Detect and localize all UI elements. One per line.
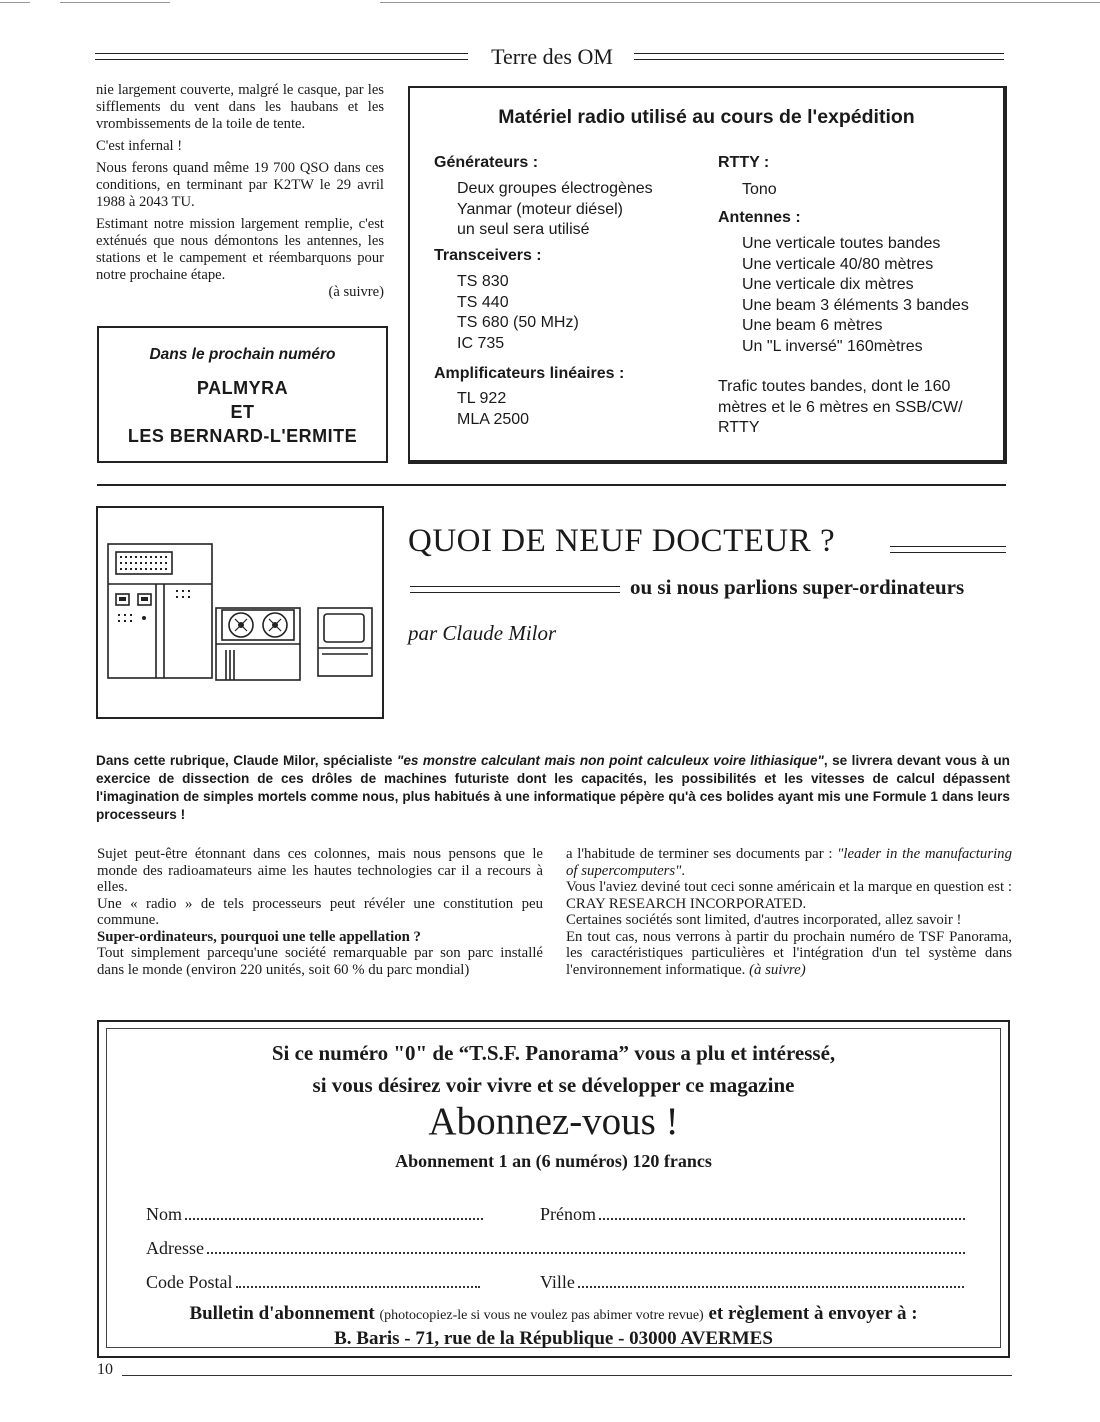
field-line	[599, 1218, 965, 1220]
rtty-heading: RTTY :	[718, 154, 770, 171]
subscription-line-1: Si ce numéro "0" de “T.S.F. Panorama” vous a plu et intéressé,	[271, 1041, 836, 1065]
article-subheadline: ou si nous parlions super-ordinateurs	[630, 575, 965, 599]
scan-mark	[0, 2, 30, 3]
paragraph	[566, 846, 1012, 879]
amplifiers-heading: Amplificateurs linéaires :	[434, 365, 625, 382]
traffic-line: mètres et le 6 mètres en SSB/CW/	[718, 398, 963, 416]
body-column-left	[97, 846, 543, 978]
computer-drawing	[98, 508, 382, 717]
list-item: TS 680 (50 MHz)	[457, 314, 579, 331]
bulletin-label: Bulletin d'abonnement	[189, 1303, 375, 1324]
next-issue-line: ET	[230, 402, 255, 422]
subhead-rule	[410, 586, 620, 593]
list-item: Yanmar (moteur diésel)	[457, 200, 623, 218]
left-column-text	[96, 82, 384, 306]
headline-rule	[890, 546, 1006, 553]
list-item: Deux groupes électrogènes	[457, 180, 653, 197]
paragraph: Certaines sociétés sont limited, d'autres incorporated, allez savoir !	[566, 912, 962, 928]
list-item: MLA 2500	[457, 410, 530, 428]
list-item: Une verticale 40/80 mètres	[742, 255, 934, 273]
scan-mark	[380, 2, 1100, 3]
subscription-price: Abonnement 1 an (6 numéros) 120 francs	[395, 1151, 712, 1171]
nom-field[interactable]	[146, 1204, 496, 1225]
article-byline: par Claude Milor	[408, 621, 557, 645]
antennas-heading: Antennes :	[718, 209, 801, 226]
rtty-list	[742, 180, 777, 201]
headline-text: QUOI DE NEUF DOCTEUR ?	[408, 523, 836, 559]
field-line	[185, 1218, 483, 1220]
article-headline	[408, 523, 835, 560]
subscription-box	[97, 1020, 1010, 1358]
text: En tout cas, nous verrons à partir du prochain numéro de TSF Panorama, les caractéristiques particulières et l'intégration d'un tel système dans l'environnement informatique.	[566, 928, 1012, 978]
header-rule-right	[634, 53, 1004, 60]
section-title: Terre des OM	[491, 44, 613, 69]
footer-rule	[122, 1375, 1012, 1376]
page-number: 10	[97, 1361, 113, 1378]
section-subheading: Super-ordinateurs, pourquoi une telle appellation ?	[97, 928, 421, 945]
generators-heading: Générateurs :	[434, 154, 539, 171]
field-line	[207, 1252, 965, 1254]
subscription-inner-frame	[106, 1028, 1001, 1348]
text: a l'habitude de terminer ses documents par :	[566, 846, 838, 862]
paragraph: Une « radio » de tels processeurs peut révéler une constitution peu commune.	[97, 895, 543, 928]
field-line	[236, 1286, 480, 1288]
bulletin-note: (photocopiez-le si vous ne voulez pas abimer votre revue)	[379, 1308, 704, 1323]
list-item: Un "L inversé" 160mètres	[742, 337, 923, 355]
continued-note: (à suivre)	[749, 961, 806, 978]
equipment-title: Matériel radio utilisé au cours de l'expédition	[498, 106, 915, 128]
list-item: Une beam 6 mètres	[742, 317, 883, 334]
mailing-address: B. Baris - 71, rue de la République - 03000 AVERMES	[334, 1328, 773, 1349]
antennas-list	[742, 234, 969, 357]
field-label: Adresse	[146, 1238, 204, 1258]
paragraph: Estimant notre mission largement remplie, c'est exténués que nous démontons les antennes, les stations et le campement et réembarquons pour notre prochaine étape.	[96, 216, 384, 283]
transceivers-heading: Transceivers :	[434, 247, 542, 264]
paragraph: nie largement couverte, malgré le casque, par les sifflements du vent dans les haubans et les vrombissements de la toile de tente.	[96, 82, 384, 132]
traffic-note	[718, 377, 993, 439]
field-line	[578, 1286, 964, 1288]
code-postal-field[interactable]	[146, 1272, 496, 1293]
intro-text: , se livrera devant vous à un exercice de dissection de ces drôles de machines futuriste dont les capacités, les possibilités et les vitesses de calcul dépassent l'imagination de simples mortels comme nous, plus habitués à une informatique pépère qu'à ces bolides ayant mis une Formule 1 dans leurs processeurs !	[96, 753, 1010, 822]
next-issue-line: LES BERNARD-L'ERMITE	[127, 426, 358, 446]
traffic-line: Trafic toutes bandes, dont le 160	[718, 378, 951, 395]
list-item: IC 735	[457, 334, 505, 352]
list-item: TS 440	[457, 293, 509, 311]
body-column-right	[566, 846, 1012, 978]
list-item: Une verticale toutes bandes	[742, 235, 941, 252]
field-label: Ville	[540, 1272, 575, 1292]
list-item: TS 830	[457, 273, 509, 290]
list-item: TL 922	[457, 390, 507, 407]
amplifiers-list	[457, 389, 529, 430]
continued-note: (à suivre)	[328, 284, 384, 300]
list-item: Une beam 3 éléments 3 bandes	[742, 296, 969, 314]
text: .	[681, 862, 686, 879]
list-item: un seul sera utilisé	[457, 221, 590, 238]
adresse-field[interactable]	[146, 1238, 980, 1259]
section-divider	[97, 484, 1006, 486]
next-issue-box	[97, 326, 388, 463]
paragraph: Sujet peut-être étonnant dans ces colonnes, mais nous pensons que le monde des radioamateurs aime les hautes technologies car il a recours à elles.	[97, 846, 543, 895]
subscribe-call-to-action: Abonnez-vous !	[428, 1100, 679, 1143]
article-intro	[96, 752, 1010, 824]
prenom-field[interactable]	[540, 1204, 980, 1225]
scan-mark	[60, 2, 170, 3]
traffic-line: RTTY	[718, 419, 760, 436]
field-label: Code Postal	[146, 1272, 233, 1292]
equipment-box	[408, 86, 1007, 464]
field-label: Prénom	[540, 1204, 596, 1224]
field-label: Nom	[146, 1204, 182, 1224]
paragraph: Vous l'aviez deviné tout ceci sonne américain et la marque en question est : CRAY RESEARCH INCORPORATED.	[566, 879, 1012, 912]
bulletin-instructions	[107, 1303, 1000, 1325]
bulletin-label: et règlement à envoyer à :	[708, 1303, 918, 1324]
quote: "leader in the manufacturing of supercomputers"	[566, 846, 1012, 879]
next-issue-line: PALMYRA	[196, 378, 289, 398]
ville-field[interactable]	[540, 1272, 980, 1293]
intro-quote: "es monstre calculant mais non point calculeux voire lithiasique"	[396, 753, 824, 768]
generators-list	[457, 179, 653, 241]
paragraph	[566, 929, 1012, 979]
header-rule-left	[95, 53, 468, 60]
list-item: Tono	[742, 181, 777, 198]
next-issue-intro: Dans le prochain numéro	[149, 346, 336, 363]
transceivers-list	[457, 272, 579, 354]
list-item: Une verticale dix mètres	[742, 276, 914, 293]
paragraph: Nous ferons quand même 19 700 QSO dans ces conditions, en terminant par K2TW le 29 avril 1988 à 2043 TU.	[96, 160, 384, 210]
intro-text: Dans cette rubrique, Claude Milor, spécialiste	[96, 753, 397, 768]
paragraph: C'est infernal !	[96, 138, 183, 154]
paragraph: Tout simplement parcequ'une société remarquable par son parc installé dans le monde (environ 220 unités, soit 60 % du parc mondial)	[97, 945, 543, 978]
subscription-line-2: si vous désirez voir vivre et se développer ce magazine	[312, 1073, 795, 1097]
supercomputer-illustration	[96, 506, 384, 719]
